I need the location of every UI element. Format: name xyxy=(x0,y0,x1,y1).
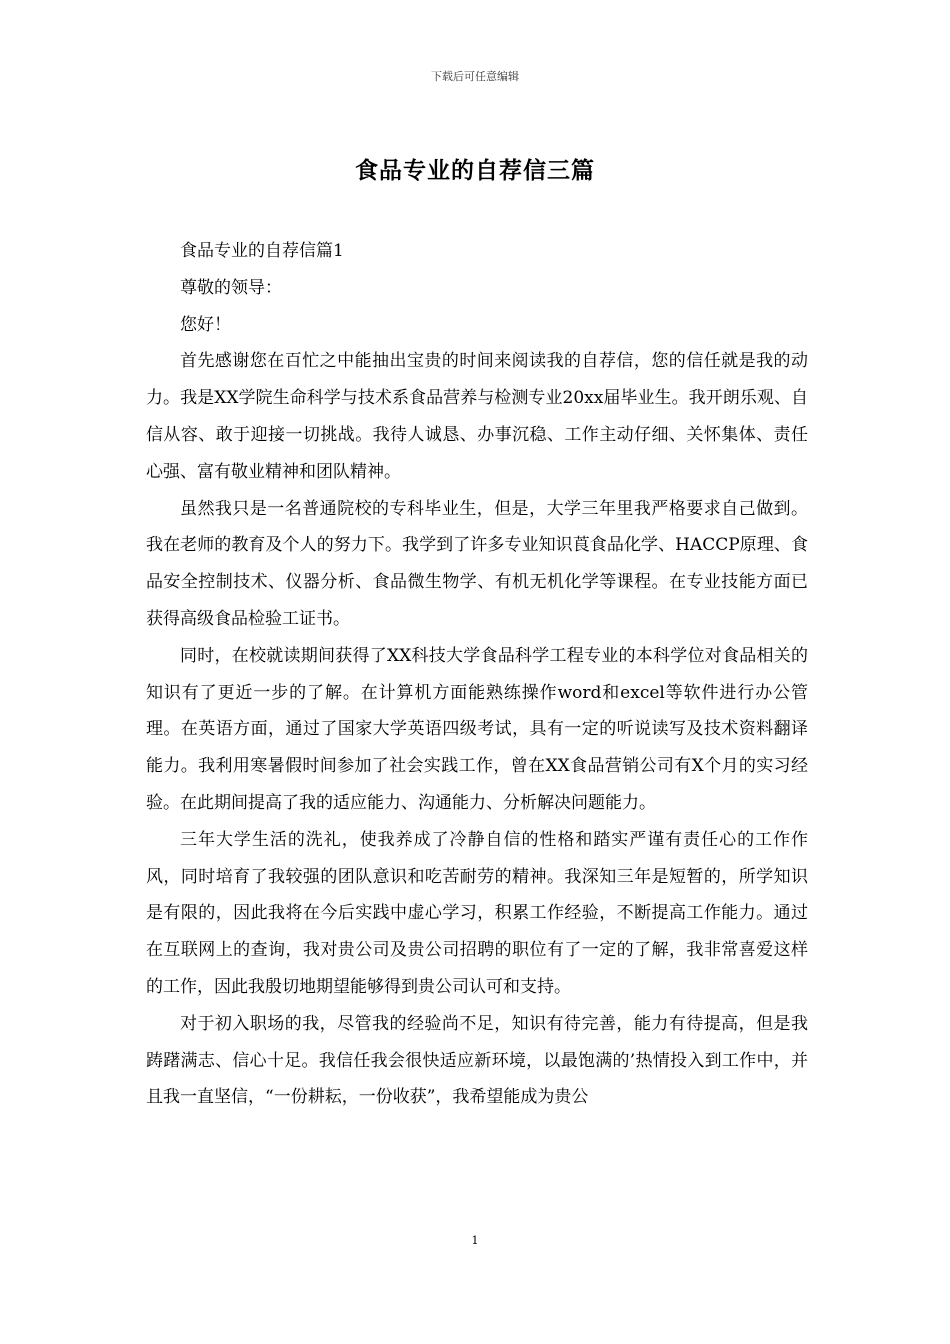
body-paragraph: 对于初入职场的我，尽管我的经验尚不足，知识有待完善，能力有待提高，但是我踌躇满志、信心十足。我信任我会很快适应新环境，以最饱满的’热情投入到工作中，并且我一直坚信，“一份耕耘，一份收获”，我希望能成为贵公 xyxy=(146,1013,808,1108)
greeting: 您好！ xyxy=(180,314,231,335)
salutation: 尊敬的领导： xyxy=(180,277,282,298)
body-paragraph: 首先感谢您在百忙之中能抽出宝贵的时间来阅读我的自荐信，您的信任就是我的动力。我是XX学院生命科学与技术系食品营养与检测专业20xx届毕业生。我开朗乐观、自信从容、敢于迎接一切挑战。我待人诚恳、办事沉稳、工作主动仔细、关怀集体、责任心强、富有敬业精神和团队精神。 xyxy=(146,351,808,482)
body-paragraph: 虽然我只是一名普通院校的专科毕业生，但是，大学三年里我严格要求自己做到。我在老师的教育及个人的努力下。我学到了许多专业知识莨食品化学、HACCP原理、食品安全控制技术、仪器分析、食品微生物学、有机无机化学等课程。在专业技能方面已获得高级食品检验工证书。 xyxy=(146,498,808,629)
body-paragraph: 同时，在校就读期间获得了XX科技大学食品科学工程专业的本科学位对食品相关的知识有了更近一步的了解。在计算机方面能熟练操作word和excel等软件进行办公管理。在英语方面，通过了国家大学英语四级考试，具有一定的听说读写及技术资料翻译能力。我利用寒暑假时间参加了社会实践工作，曾在XX食品营销公司有X个月的实习经验。在此期间提高了我的适应能力、沟通能力、分析解决问题能力。 xyxy=(146,645,808,813)
document-title: 食品专业的自荐信三篇 xyxy=(355,157,595,184)
letter-subtitle: 食品专业的自荐信篇1 xyxy=(180,241,344,261)
body-paragraph: 三年大学生活的洗礼，使我养成了冷静自信的性格和踏实严谨有责任心的工作作风，同时培育了我较强的团队意识和吃苦耐劳的精神。我深知三年是短暂的，所学知识是有限的，因此我将在今后实践中虚心学习，积累工作经验，不断提高工作能力。通过在互联网上的查询，我对贵公司及贵公司招聘的职位有了一定的了解，我非常喜爱这样的工作，因此我殷切地期望能够得到贵公司认可和支持。 xyxy=(146,829,808,997)
page-number: 1 xyxy=(471,1234,479,1247)
header-note: 下载后可任意编辑 xyxy=(431,70,519,83)
letter-body xyxy=(146,233,808,1116)
